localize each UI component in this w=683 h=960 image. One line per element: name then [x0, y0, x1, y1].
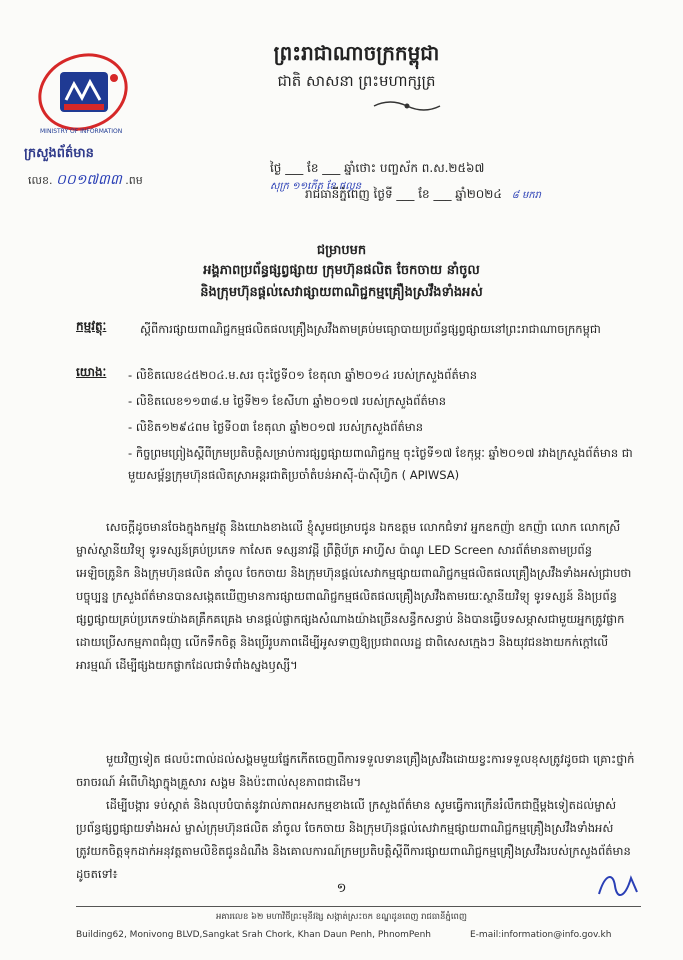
footer-address-khmer: អគារលេខ ៦២ មហាវិថីព្រះមុនីវង្ស សង្កាត់ស្រះចក ខណ្ឌដូនពេញ រាជធានីភ្នំពេញ [215, 912, 468, 922]
recipient-line-2: និងក្រុមហ៊ុនផ្តល់សេវាផ្សាយពាណិជ្ជកម្មគ្រឿងស្រវឹងទាំងអស់ [200, 285, 483, 300]
lunar-date-handwritten: សុក្រ ១១កើត ខែ ផល្គុន [270, 181, 362, 192]
footer-email: E-mail:information@info.gov.kh [470, 930, 612, 940]
footer-address-english: Building62, Monivong BLVD,Sangkat Srah Chork, Khan Daun Penh, PhnomPenh [76, 930, 431, 940]
lunar-date-text: ថ្ងៃ ___ ខែ ___ ឆ្នាំថោះ បញ្ចស័ក ព.ស.២៥៦៧ [270, 161, 485, 175]
solar-date-handwritten: ៨ មករា [511, 190, 542, 201]
recipient-line-1: អង្គភាពប្រព័ន្ធផ្សព្វផ្សាយ ក្រុមហ៊ុនផលិត ចែកចាយ នាំចូល [203, 263, 480, 278]
initials-signature [595, 868, 641, 902]
references-label: យោងៈ [76, 365, 107, 379]
subject-label: កម្មវត្ថុៈ [76, 319, 107, 333]
body-paragraph-1: សេចក្តីដូចមានចែងក្នុងកម្មវត្ថុ និងយោងខាងលើ ខ្ញុំសូមជម្រាបជូន ឯកឧត្តម លោកជំទាវ អ្នកឧកញ៉ា ឧកញ៉ា លោក លោកស្រី ម្ចាស់ស្ថានីយវិទ្យុ ទូរទស្សន៍គ្រប់ប្រភេទ កាសែត ទស្សនាវដ្តី ព្រឹត្តិប័ត្រ អាហ្វីស ប៉ាណូ LED Screen សារព័ត៌មានតាមប្រព័ន្ធអេឡិចត្រូនិក និងក្រុមហ៊ុនផលិត នាំចូល ចែកចាយ និងក្រុមហ៊ុនផ្តល់សេវាកម្មផ្សាយពាណិជ្ជកម្មផលិតផលគ្រឿងស្រវឹងទាំងអស់ជ្រាបថា បច្ចុប្បន្ន ក្រសួងព័ត៌មានបានសង្កេតឃើញមានការផ្សាយពាណិជ្ជកម្មផលិតផលគ្រឿងស្រវឹងតាមរយៈស្ថានីយវិទ្យុ ទូរទស្សន៍ និងប្រព័ន្ធផ្សព្វផ្សាយគ្រប់ប្រភេទយ៉ាងគគ្រឹកគគ្រេង មានផ្តល់ផ្លាកផ្សងសំណាងយ៉ាងច្រើនសន្ធឹកសន្ធាប់ និងបានធ្វើបទសម្ភាសជាមួយអ្នកត្រូវផ្លាកដោយប្រើសកម្មភាពជំរុញ លើកទឹកចិត្ត និងប្រើរូបភាពដើម្បីអូសទាញឱ្យប្រជាពលរដ្ឋ ជាពិសេសក្មេងៗ និងយុវជនងាយកក់ក្តៅលើអារម្មណ៍ ដើម្បីផ្សងយកផ្លាកដែលជាទំពាំងស្នងឫស្សី។ [76, 520, 632, 672]
reference-item: - លិខិតលេខ១១៣៨.ម ថ្ងៃទី២១ ខែសីហា ឆ្នាំ២០១៧ របស់ក្រសួងព័ត៌មាន [128, 390, 648, 412]
reference-item: - លិខិតលេខ៤៥២០៤.ម.សរ ចុះថ្ងៃទី០១ ខែតុលា ឆ្នាំ២០១៤ របស់ក្រសួងព័ត៌មាន [128, 364, 648, 386]
ref-suffix: .ពម [125, 174, 143, 187]
footer-divider [76, 906, 641, 907]
subject-text: ស្តីពីការផ្សាយពាណិជ្ជកម្មផលិតផលគ្រឿងស្រវឹងតាមគ្រប់មធ្យោបាយប្រព័ន្ធផ្សព្វផ្សាយនៅព្រះរាជាណាចក្រកម្ពុជា [140, 322, 601, 336]
reference-item: - កិច្ចព្រមព្រៀងស្តីពីក្រមប្រតិបត្តិសម្រាប់ការផ្សព្វផ្សាយពាណិជ្ជកម្ម ចុះថ្ងៃទី១៧ ខែកុម្ភៈ ឆ្នាំ២០១៧ រវាងក្រសួងព័ត៌មាន ជាមួយសម្ព័ន្ធក្រុមហ៊ុនផលិតស្រាអន្តរជាតិប្រចាំតំបន់អាស៊ី-ប៉ាស៊ីហ្វិក ( APIWSA) [128, 442, 648, 486]
kingdom-title: ព្រះរាជាណាចក្រកម្ពុជា [273, 41, 440, 65]
ornament-divider [372, 98, 442, 114]
body-paragraph-3: ដើម្បីបង្ការ ទប់ស្កាត់ និងលុបបំបាត់នូវរាល់ភាពអសកម្មខាងលើ ក្រសួងព័ត៌មាន សូមធ្វើការក្រើនរំលឹកជាថ្មីម្តងទៀតដល់ម្ចាស់ប្រព័ន្ធផ្សព្វផ្សាយទាំងអស់ ម្ចាស់ក្រុមហ៊ុនផលិត នាំចូល ចែកចាយ និងក្រុមហ៊ុនផ្តល់សេវាកម្មផ្សាយពាណិជ្ជកម្មគ្រឿងស្រវឹងទាំងអស់ ត្រូវយកចិត្តទុកដាក់អនុវត្តតាមលិខិតជូនដំណឹង និងគោលការណ៍ក្រមប្រតិបត្តិស្តីពីការផ្សាយពាណិជ្ជកម្មគ្រឿងស្រវឹងរបស់ក្រសួងព័ត៌មានដូចតទៅ៖ [76, 798, 631, 881]
solar-date-text: រាជធានីភ្នំពេញ ថ្ងៃទី ___ ខែ ___ ឆ្នាំ២០២៤ [305, 187, 502, 201]
reference-item: - លិខិត១២៩៤ពម ថ្ងៃទី០៣ ខែតុលា ឆ្នាំ២០១៧ របស់ក្រសួងព័ត៌មាន [128, 416, 648, 438]
body-paragraph-2: មួយវិញទៀត ផលប៉ះពាល់ដល់សង្គមមួយផ្នែកកើតចេញពីការទទួលទានគ្រឿងស្រវឹងដោយខ្វះការទទួលខុសត្រូវដូចជា គ្រោះថ្នាក់ចរាចរណ៍ អំពើហិង្សាក្នុងគ្រួសារ សង្គម និងប៉ះពាល់សុខភាពជាដើម។ [76, 752, 635, 789]
reference-number [28, 170, 143, 191]
solar-date [305, 186, 541, 204]
ministry-name: ក្រសួងព័ត៌មាន [24, 146, 94, 161]
ref-prefix: លេខ. [28, 174, 53, 187]
references-list [128, 364, 648, 490]
recipient-heading: ជម្រាបមក [316, 243, 367, 258]
national-motto: ជាតិ សាសនា ព្រះមហាក្សត្រ [277, 72, 436, 90]
logo-caption: MINISTRY OF INFORMATION [40, 128, 123, 135]
page-number: ១ [336, 881, 347, 896]
ref-handwritten: ០០១៧៣៣ [55, 172, 122, 188]
